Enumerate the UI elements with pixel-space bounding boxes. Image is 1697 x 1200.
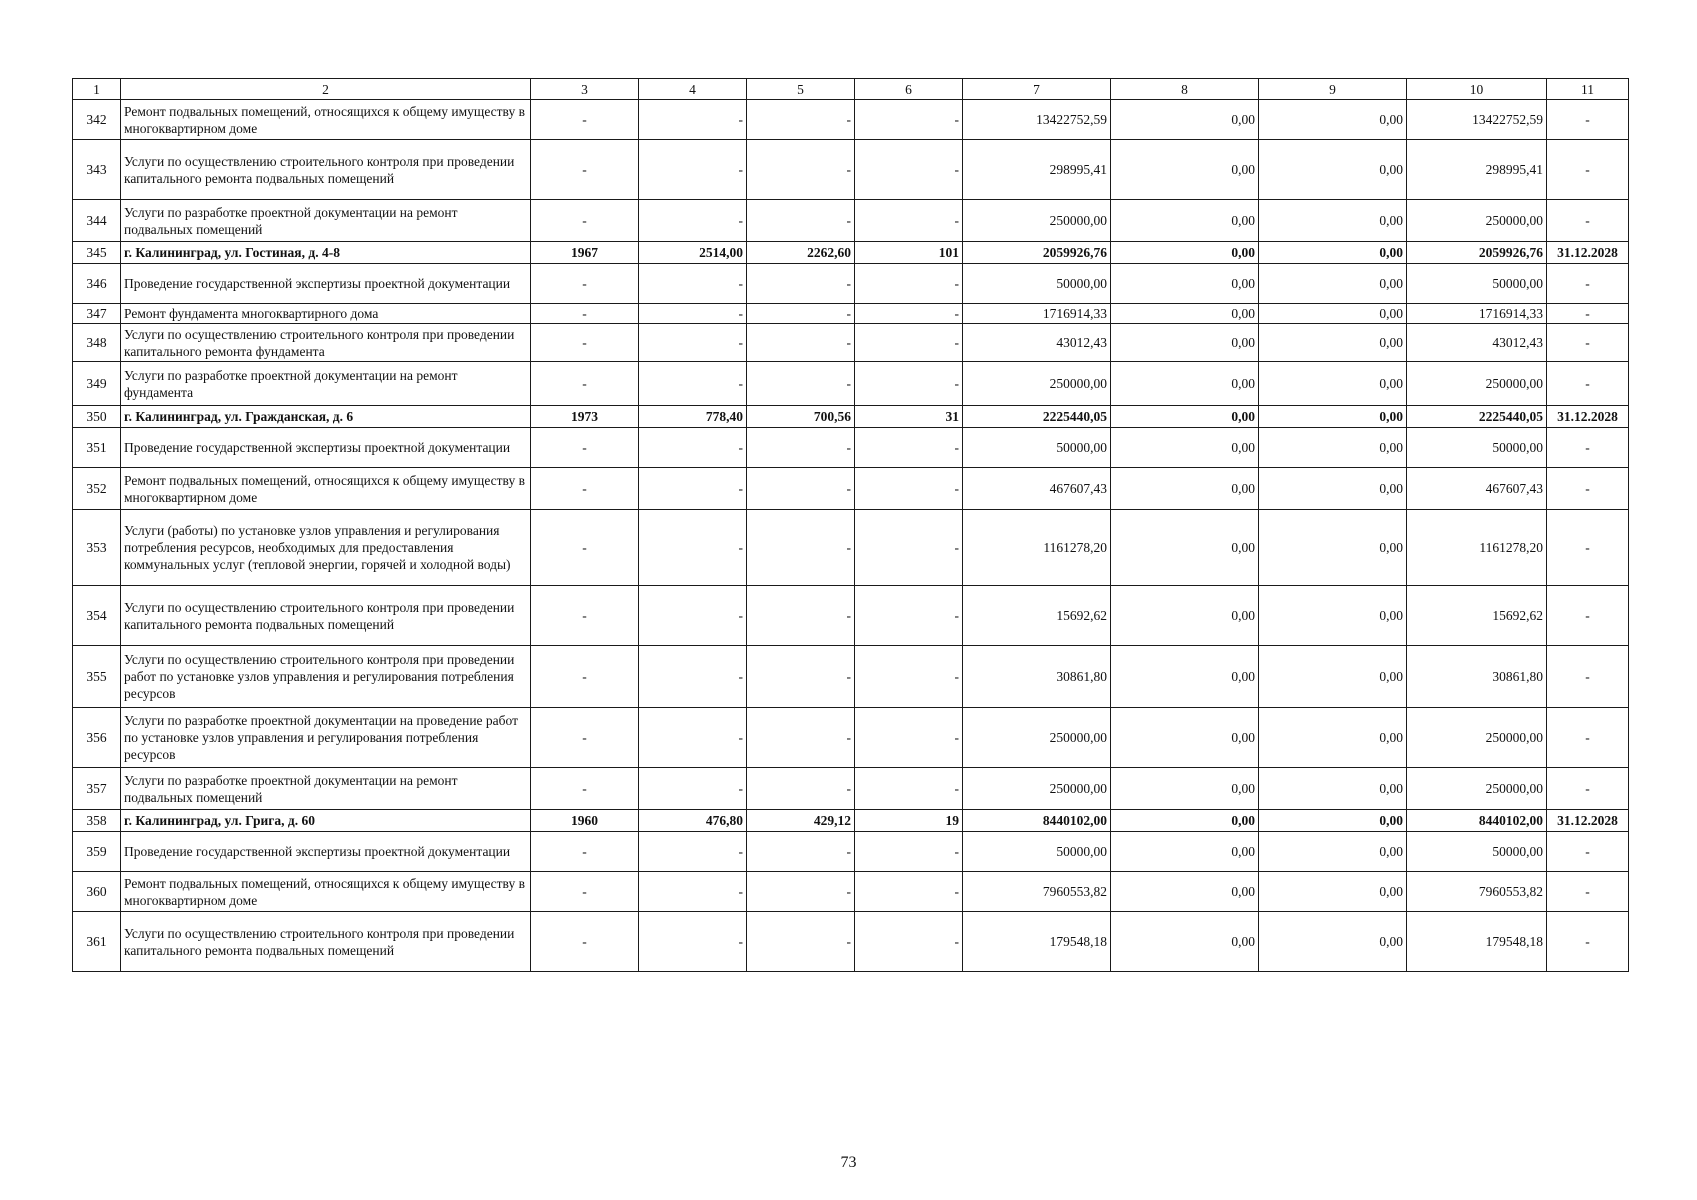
header-cell: 2	[121, 79, 531, 100]
col-6-cell: -	[855, 140, 963, 200]
col-9-cell: 0,00	[1259, 100, 1407, 140]
col-5-cell: -	[747, 468, 855, 510]
work-description: Услуги по разработке проектной документации на ремонт фундамента	[121, 362, 531, 406]
col-6-cell: -	[855, 586, 963, 646]
work-description: Ремонт фундамента многоквартирного дома	[121, 304, 531, 324]
col-4-cell: -	[639, 362, 747, 406]
col-4-cell: 2514,00	[639, 242, 747, 264]
work-description: г. Калининград, ул. Гостиная, д. 4-8	[121, 242, 531, 264]
work-description: Услуги по осуществлению строительного контроля при проведении капитального ремонта фундамента	[121, 324, 531, 362]
col-11-cell: 31.12.2028	[1547, 406, 1629, 428]
col-7-cell: 50000,00	[963, 264, 1111, 304]
col-8-cell: 0,00	[1111, 586, 1259, 646]
col-9-cell: 0,00	[1259, 304, 1407, 324]
col-7-cell: 1716914,33	[963, 304, 1111, 324]
col-4-cell: -	[639, 832, 747, 872]
work-description: г. Калининград, ул. Грига, д. 60	[121, 810, 531, 832]
col-10-cell: 179548,18	[1407, 912, 1547, 972]
col-3-cell: -	[531, 768, 639, 810]
col-9-cell: 0,00	[1259, 406, 1407, 428]
row-number: 346	[73, 264, 121, 304]
col-4-cell: -	[639, 140, 747, 200]
col-11-cell: -	[1547, 200, 1629, 242]
col-3-cell: -	[531, 708, 639, 768]
col-7-cell: 2225440,05	[963, 406, 1111, 428]
col-5-cell: -	[747, 200, 855, 242]
col-8-cell: 0,00	[1111, 100, 1259, 140]
work-description: Ремонт подвальных помещений, относящихся к общему имуществу в многоквартирном доме	[121, 468, 531, 510]
work-description: Услуги по разработке проектной документации на проведение работ по установке узлов управления и регулирования потребления ресурсов	[121, 708, 531, 768]
col-4-cell: -	[639, 510, 747, 586]
col-4-cell: -	[639, 468, 747, 510]
row-number: 354	[73, 586, 121, 646]
col-5-cell: -	[747, 586, 855, 646]
col-6-cell: -	[855, 324, 963, 362]
col-8-cell: 0,00	[1111, 406, 1259, 428]
col-5-cell: 700,56	[747, 406, 855, 428]
table-row	[73, 304, 1629, 324]
col-3-cell: 1973	[531, 406, 639, 428]
col-3-cell: 1960	[531, 810, 639, 832]
col-5-cell: -	[747, 304, 855, 324]
row-number: 360	[73, 872, 121, 912]
table-row	[73, 832, 1629, 872]
col-8-cell: 0,00	[1111, 264, 1259, 304]
col-10-cell: 43012,43	[1407, 324, 1547, 362]
col-3-cell: -	[531, 510, 639, 586]
col-10-cell: 50000,00	[1407, 832, 1547, 872]
col-8-cell: 0,00	[1111, 242, 1259, 264]
work-description: Ремонт подвальных помещений, относящихся к общему имуществу в многоквартирном доме	[121, 872, 531, 912]
col-11-cell: -	[1547, 510, 1629, 586]
col-8-cell: 0,00	[1111, 832, 1259, 872]
header-cell: 4	[639, 79, 747, 100]
col-7-cell: 30861,80	[963, 646, 1111, 708]
col-4-cell: -	[639, 100, 747, 140]
address-row	[73, 810, 1629, 832]
row-number: 361	[73, 912, 121, 972]
table-row	[73, 872, 1629, 912]
col-11-cell: 31.12.2028	[1547, 810, 1629, 832]
col-5-cell: -	[747, 362, 855, 406]
table-row	[73, 100, 1629, 140]
row-number: 358	[73, 810, 121, 832]
col-5-cell: -	[747, 510, 855, 586]
col-7-cell: 179548,18	[963, 912, 1111, 972]
header-cell: 11	[1547, 79, 1629, 100]
col-9-cell: 0,00	[1259, 912, 1407, 972]
table-row	[73, 140, 1629, 200]
col-6-cell: -	[855, 362, 963, 406]
col-6-cell: -	[855, 708, 963, 768]
col-9-cell: 0,00	[1259, 832, 1407, 872]
col-4-cell: -	[639, 324, 747, 362]
col-4-cell: -	[639, 646, 747, 708]
col-6-cell: -	[855, 832, 963, 872]
header-cell: 7	[963, 79, 1111, 100]
col-7-cell: 250000,00	[963, 708, 1111, 768]
col-11-cell: -	[1547, 428, 1629, 468]
col-5-cell: -	[747, 646, 855, 708]
col-3-cell: -	[531, 324, 639, 362]
col-8-cell: 0,00	[1111, 646, 1259, 708]
col-7-cell: 467607,43	[963, 468, 1111, 510]
column-number-header	[73, 79, 1629, 100]
col-5-cell: -	[747, 708, 855, 768]
col-11-cell: -	[1547, 646, 1629, 708]
col-9-cell: 0,00	[1259, 264, 1407, 304]
col-8-cell: 0,00	[1111, 200, 1259, 242]
col-7-cell: 50000,00	[963, 832, 1111, 872]
work-description: Проведение государственной экспертизы проектной документации	[121, 832, 531, 872]
table-row	[73, 362, 1629, 406]
work-description: Ремонт подвальных помещений, относящихся к общему имуществу в многоквартирном доме	[121, 100, 531, 140]
row-number: 352	[73, 468, 121, 510]
col-7-cell: 13422752,59	[963, 100, 1111, 140]
col-4-cell: -	[639, 586, 747, 646]
col-8-cell: 0,00	[1111, 872, 1259, 912]
col-7-cell: 7960553,82	[963, 872, 1111, 912]
col-3-cell: 1967	[531, 242, 639, 264]
col-10-cell: 7960553,82	[1407, 872, 1547, 912]
col-4-cell: -	[639, 912, 747, 972]
col-7-cell: 2059926,76	[963, 242, 1111, 264]
col-6-cell: -	[855, 200, 963, 242]
col-10-cell: 50000,00	[1407, 264, 1547, 304]
col-11-cell: -	[1547, 586, 1629, 646]
col-6-cell: -	[855, 768, 963, 810]
col-6-cell: -	[855, 872, 963, 912]
work-description: г. Калининград, ул. Гражданская, д. 6	[121, 406, 531, 428]
header-cell: 6	[855, 79, 963, 100]
row-number: 353	[73, 510, 121, 586]
col-11-cell: 31.12.2028	[1547, 242, 1629, 264]
col-7-cell: 43012,43	[963, 324, 1111, 362]
col-10-cell: 1716914,33	[1407, 304, 1547, 324]
col-9-cell: 0,00	[1259, 362, 1407, 406]
row-number: 355	[73, 646, 121, 708]
col-9-cell: 0,00	[1259, 510, 1407, 586]
work-description: Услуги (работы) по установке узлов управления и регулирования потребления ресурсов, необходимых для предоставления коммунальных услуг (тепловой энергии, горячей и холодной воды)	[121, 510, 531, 586]
row-number: 342	[73, 100, 121, 140]
col-10-cell: 250000,00	[1407, 200, 1547, 242]
table-row	[73, 646, 1629, 708]
col-9-cell: 0,00	[1259, 200, 1407, 242]
work-description: Услуги по разработке проектной документации на ремонт подвальных помещений	[121, 200, 531, 242]
row-number: 344	[73, 200, 121, 242]
table-row	[73, 708, 1629, 768]
row-number: 343	[73, 140, 121, 200]
col-8-cell: 0,00	[1111, 428, 1259, 468]
table-row	[73, 428, 1629, 468]
work-description: Услуги по осуществлению строительного контроля при проведении капитального ремонта подвальных помещений	[121, 140, 531, 200]
col-3-cell: -	[531, 100, 639, 140]
col-5-cell: -	[747, 768, 855, 810]
col-8-cell: 0,00	[1111, 510, 1259, 586]
col-10-cell: 250000,00	[1407, 768, 1547, 810]
col-8-cell: 0,00	[1111, 768, 1259, 810]
header-cell: 3	[531, 79, 639, 100]
col-10-cell: 30861,80	[1407, 646, 1547, 708]
row-number: 357	[73, 768, 121, 810]
header-cell: 9	[1259, 79, 1407, 100]
col-4-cell: 476,80	[639, 810, 747, 832]
col-8-cell: 0,00	[1111, 810, 1259, 832]
col-4-cell: -	[639, 708, 747, 768]
col-7-cell: 250000,00	[963, 362, 1111, 406]
table-row	[73, 264, 1629, 304]
table-row	[73, 768, 1629, 810]
col-6-cell: 31	[855, 406, 963, 428]
col-10-cell: 2225440,05	[1407, 406, 1547, 428]
col-7-cell: 50000,00	[963, 428, 1111, 468]
col-3-cell: -	[531, 428, 639, 468]
col-9-cell: 0,00	[1259, 428, 1407, 468]
row-number: 350	[73, 406, 121, 428]
col-5-cell: -	[747, 324, 855, 362]
col-3-cell: -	[531, 872, 639, 912]
col-8-cell: 0,00	[1111, 304, 1259, 324]
row-number: 345	[73, 242, 121, 264]
col-3-cell: -	[531, 200, 639, 242]
col-5-cell: -	[747, 264, 855, 304]
col-9-cell: 0,00	[1259, 242, 1407, 264]
col-4-cell: -	[639, 768, 747, 810]
col-4-cell: 778,40	[639, 406, 747, 428]
col-9-cell: 0,00	[1259, 768, 1407, 810]
col-3-cell: -	[531, 362, 639, 406]
col-7-cell: 250000,00	[963, 768, 1111, 810]
col-7-cell: 1161278,20	[963, 510, 1111, 586]
col-9-cell: 0,00	[1259, 810, 1407, 832]
work-description: Услуги по осуществлению строительного контроля при проведении капитального ремонта подвальных помещений	[121, 912, 531, 972]
col-3-cell: -	[531, 832, 639, 872]
col-8-cell: 0,00	[1111, 324, 1259, 362]
col-9-cell: 0,00	[1259, 324, 1407, 362]
col-8-cell: 0,00	[1111, 912, 1259, 972]
col-9-cell: 0,00	[1259, 586, 1407, 646]
table-body	[73, 100, 1629, 972]
col-5-cell: -	[747, 140, 855, 200]
table-row	[73, 586, 1629, 646]
col-6-cell: -	[855, 468, 963, 510]
col-9-cell: 0,00	[1259, 708, 1407, 768]
col-3-cell: -	[531, 468, 639, 510]
col-4-cell: -	[639, 264, 747, 304]
col-10-cell: 50000,00	[1407, 428, 1547, 468]
col-6-cell: -	[855, 304, 963, 324]
header-cell: 1	[73, 79, 121, 100]
work-description: Проведение государственной экспертизы проектной документации	[121, 428, 531, 468]
address-row	[73, 242, 1629, 264]
col-7-cell: 15692,62	[963, 586, 1111, 646]
col-6-cell: -	[855, 510, 963, 586]
col-3-cell: -	[531, 264, 639, 304]
col-3-cell: -	[531, 304, 639, 324]
row-number: 347	[73, 304, 121, 324]
col-10-cell: 13422752,59	[1407, 100, 1547, 140]
col-3-cell: -	[531, 140, 639, 200]
work-description: Услуги по осуществлению строительного контроля при проведении работ по установке узлов управления и регулирования потребления ресурсов	[121, 646, 531, 708]
col-4-cell: -	[639, 200, 747, 242]
document-sheet	[72, 78, 1628, 972]
row-number: 356	[73, 708, 121, 768]
col-11-cell: -	[1547, 468, 1629, 510]
col-4-cell: -	[639, 304, 747, 324]
header-cell: 5	[747, 79, 855, 100]
table-row	[73, 912, 1629, 972]
col-5-cell: -	[747, 912, 855, 972]
col-8-cell: 0,00	[1111, 708, 1259, 768]
col-10-cell: 15692,62	[1407, 586, 1547, 646]
work-description: Услуги по разработке проектной документации на ремонт подвальных помещений	[121, 768, 531, 810]
table-row	[73, 510, 1629, 586]
col-3-cell: -	[531, 912, 639, 972]
col-5-cell: 429,12	[747, 810, 855, 832]
work-description: Услуги по осуществлению строительного контроля при проведении капитального ремонта подвальных помещений	[121, 586, 531, 646]
row-number: 351	[73, 428, 121, 468]
col-4-cell: -	[639, 872, 747, 912]
col-8-cell: 0,00	[1111, 362, 1259, 406]
capital-repair-table	[72, 78, 1629, 972]
col-10-cell: 298995,41	[1407, 140, 1547, 200]
col-6-cell: -	[855, 428, 963, 468]
address-row	[73, 406, 1629, 428]
col-6-cell: 101	[855, 242, 963, 264]
col-11-cell: -	[1547, 304, 1629, 324]
col-11-cell: -	[1547, 912, 1629, 972]
col-6-cell: -	[855, 264, 963, 304]
col-10-cell: 1161278,20	[1407, 510, 1547, 586]
col-3-cell: -	[531, 646, 639, 708]
col-9-cell: 0,00	[1259, 468, 1407, 510]
col-11-cell: -	[1547, 362, 1629, 406]
col-5-cell: -	[747, 872, 855, 912]
col-9-cell: 0,00	[1259, 646, 1407, 708]
work-description: Проведение государственной экспертизы проектной документации	[121, 264, 531, 304]
col-4-cell: -	[639, 428, 747, 468]
col-5-cell: -	[747, 832, 855, 872]
header-cell: 8	[1111, 79, 1259, 100]
col-10-cell: 250000,00	[1407, 708, 1547, 768]
col-8-cell: 0,00	[1111, 140, 1259, 200]
col-8-cell: 0,00	[1111, 468, 1259, 510]
col-6-cell: -	[855, 912, 963, 972]
col-7-cell: 250000,00	[963, 200, 1111, 242]
page-number: 73	[840, 1154, 857, 1171]
col-11-cell: -	[1547, 768, 1629, 810]
col-7-cell: 298995,41	[963, 140, 1111, 200]
col-10-cell: 467607,43	[1407, 468, 1547, 510]
col-5-cell: -	[747, 100, 855, 140]
table-row	[73, 324, 1629, 362]
table-row	[73, 200, 1629, 242]
col-10-cell: 8440102,00	[1407, 810, 1547, 832]
col-11-cell: -	[1547, 708, 1629, 768]
col-11-cell: -	[1547, 872, 1629, 912]
col-11-cell: -	[1547, 100, 1629, 140]
row-number: 349	[73, 362, 121, 406]
col-9-cell: 0,00	[1259, 872, 1407, 912]
col-11-cell: -	[1547, 832, 1629, 872]
col-7-cell: 8440102,00	[963, 810, 1111, 832]
col-6-cell: 19	[855, 810, 963, 832]
col-5-cell: 2262,60	[747, 242, 855, 264]
col-11-cell: -	[1547, 264, 1629, 304]
col-9-cell: 0,00	[1259, 140, 1407, 200]
row-number: 348	[73, 324, 121, 362]
col-10-cell: 250000,00	[1407, 362, 1547, 406]
col-6-cell: -	[855, 646, 963, 708]
header-cell: 10	[1407, 79, 1547, 100]
col-11-cell: -	[1547, 324, 1629, 362]
col-5-cell: -	[747, 428, 855, 468]
col-10-cell: 2059926,76	[1407, 242, 1547, 264]
col-3-cell: -	[531, 586, 639, 646]
row-number: 359	[73, 832, 121, 872]
col-6-cell: -	[855, 100, 963, 140]
col-11-cell: -	[1547, 140, 1629, 200]
table-row	[73, 468, 1629, 510]
